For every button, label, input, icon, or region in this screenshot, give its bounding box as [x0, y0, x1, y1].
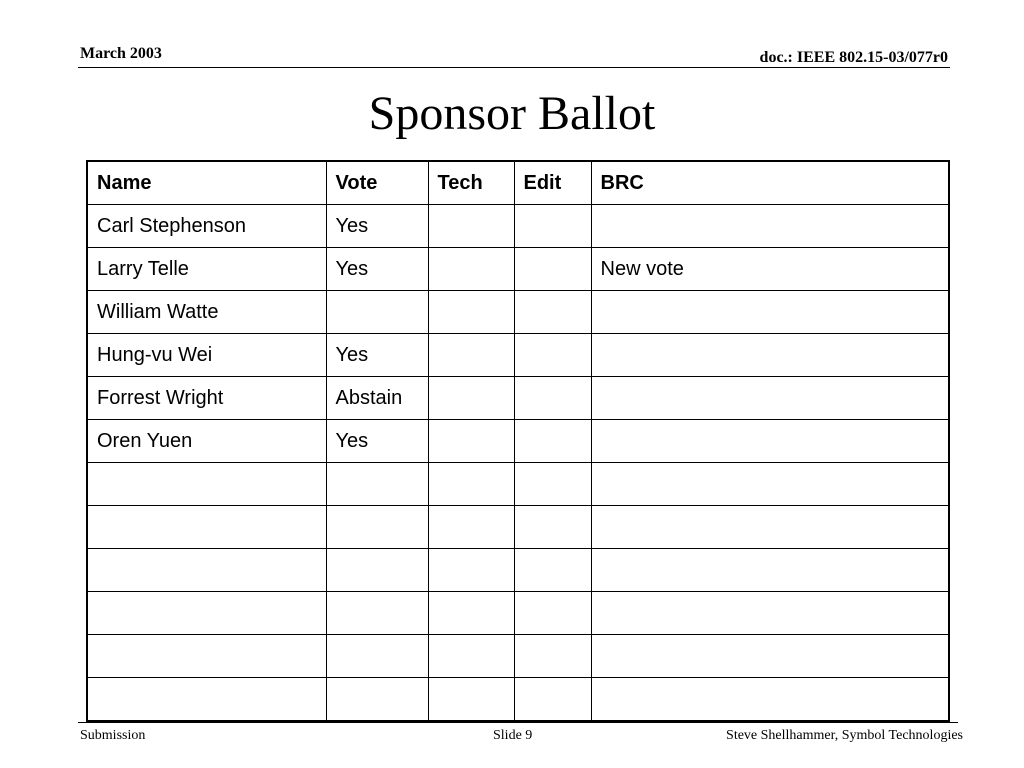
ballot-table: [86, 160, 950, 722]
cell-name: Forrest Wright: [87, 377, 326, 420]
cell-vote: [326, 678, 428, 722]
column-header-edit: Edit: [514, 161, 591, 205]
cell-name: [87, 506, 326, 549]
cell-brc: [591, 205, 949, 248]
cell-vote: [326, 291, 428, 334]
footer-submission: Submission: [80, 728, 146, 743]
cell-edit: [514, 592, 591, 635]
table-header-row: [87, 161, 949, 205]
cell-brc: New vote: [591, 248, 949, 291]
cell-brc: [591, 635, 949, 678]
cell-brc: [591, 592, 949, 635]
cell-vote: [326, 592, 428, 635]
cell-brc: [591, 334, 949, 377]
cell-tech: [428, 463, 514, 506]
cell-edit: [514, 205, 591, 248]
table-row: [87, 291, 949, 334]
cell-tech: [428, 205, 514, 248]
cell-brc: [591, 291, 949, 334]
cell-name: William Watte: [87, 291, 326, 334]
table-row-empty: [87, 463, 949, 506]
cell-edit: [514, 248, 591, 291]
cell-name: [87, 463, 326, 506]
table-row: [87, 377, 949, 420]
cell-tech: [428, 506, 514, 549]
header-doc-id: doc.: IEEE 802.15-03/077r0: [759, 49, 948, 66]
cell-edit: [514, 377, 591, 420]
header-date: March 2003: [80, 45, 162, 62]
footer-divider: [78, 722, 958, 723]
cell-edit: [514, 420, 591, 463]
cell-name: Carl Stephenson: [87, 205, 326, 248]
cell-vote: Yes: [326, 334, 428, 377]
column-header-name: Name: [87, 161, 326, 205]
cell-edit: [514, 334, 591, 377]
cell-tech: [428, 291, 514, 334]
table-row-empty: [87, 549, 949, 592]
cell-brc: [591, 678, 949, 722]
cell-vote: Yes: [326, 205, 428, 248]
cell-vote: Yes: [326, 248, 428, 291]
cell-brc: [591, 463, 949, 506]
cell-brc: [591, 506, 949, 549]
cell-tech: [428, 592, 514, 635]
cell-brc: [591, 377, 949, 420]
cell-name: [87, 678, 326, 722]
column-header-brc: BRC: [591, 161, 949, 205]
column-header-vote: Vote: [326, 161, 428, 205]
cell-tech: [428, 678, 514, 722]
table-row: [87, 205, 949, 248]
cell-tech: [428, 248, 514, 291]
cell-edit: [514, 463, 591, 506]
header-divider: [78, 67, 950, 68]
table-row: [87, 334, 949, 377]
footer-author: Steve Shellhammer, Symbol Technologies: [726, 728, 963, 743]
slide-title: Sponsor Ballot: [368, 87, 656, 140]
table-row: [87, 420, 949, 463]
cell-edit: [514, 635, 591, 678]
cell-brc: [591, 549, 949, 592]
cell-brc: [591, 420, 949, 463]
table-row-empty: [87, 678, 949, 722]
table-row-empty: [87, 635, 949, 678]
cell-tech: [428, 420, 514, 463]
cell-vote: [326, 635, 428, 678]
cell-name: Larry Telle: [87, 248, 326, 291]
table-row-empty: [87, 506, 949, 549]
cell-edit: [514, 678, 591, 722]
cell-vote: Abstain: [326, 377, 428, 420]
footer-slide-number: Slide 9: [493, 728, 533, 743]
cell-vote: Yes: [326, 420, 428, 463]
cell-vote: [326, 549, 428, 592]
cell-name: Oren Yuen: [87, 420, 326, 463]
cell-edit: [514, 291, 591, 334]
cell-name: [87, 592, 326, 635]
cell-edit: [514, 506, 591, 549]
cell-edit: [514, 549, 591, 592]
cell-name: [87, 549, 326, 592]
table-row: [87, 248, 949, 291]
table-row-empty: [87, 592, 949, 635]
cell-name: [87, 635, 326, 678]
cell-tech: [428, 377, 514, 420]
column-header-tech: Tech: [428, 161, 514, 205]
cell-tech: [428, 549, 514, 592]
cell-tech: [428, 334, 514, 377]
cell-vote: [326, 506, 428, 549]
cell-tech: [428, 635, 514, 678]
cell-name: Hung-vu Wei: [87, 334, 326, 377]
cell-vote: [326, 463, 428, 506]
